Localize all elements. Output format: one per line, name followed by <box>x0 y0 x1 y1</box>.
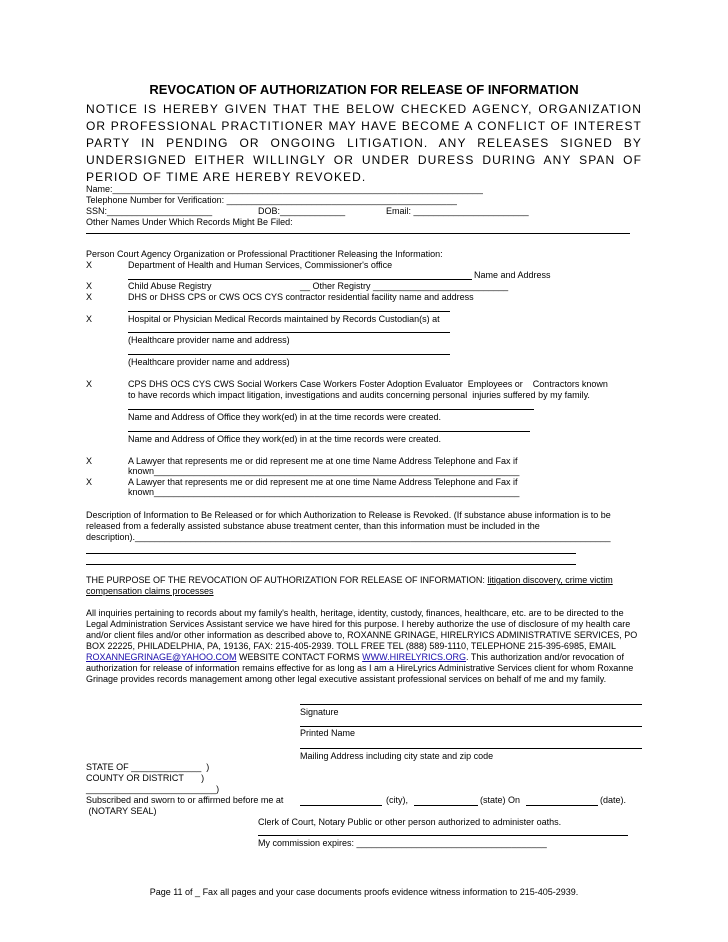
ssn-field[interactable]: SSN:_____________________ <box>86 206 213 216</box>
city-label: (city), <box>386 795 408 805</box>
dhhs-label: Department of Health and Human Services, Commissioner's office <box>128 260 393 270</box>
state-on-label: (state) On <box>480 795 521 805</box>
description-paragraph: Description of Information to Be Released or for which Authorization to Release is Revoked. (If substance abuse information is to be released from a federally assisted substance abuse treatment center, than this information must be included in the description)._______________________________________________________________________________________________ <box>86 510 611 542</box>
date-blank-line[interactable] <box>526 805 598 806</box>
office-label-2: Name and Address of Office they work(ed) in at the time records were created. <box>128 434 441 444</box>
date-label: (date). <box>600 795 627 805</box>
cps-label-line-2: to have records which impact litigation, investigations and audits concerning personal injuries suffered by my family. <box>128 390 590 400</box>
lawyer-known-field-2[interactable]: known_________________________________________________________________________ <box>128 487 520 497</box>
checkbox-mark-child-abuse[interactable]: X <box>86 281 93 291</box>
commission-expires-field[interactable]: My commission expires: ______________________________________ <box>258 838 547 848</box>
state-of-field[interactable]: STATE OF ______________ ) <box>86 762 210 772</box>
healthcare-line-2[interactable] <box>128 354 450 355</box>
telephone-field[interactable]: Telephone Number for Verification: ______________________________________________ <box>86 195 457 205</box>
printed-name-line[interactable] <box>300 726 642 727</box>
name-field[interactable]: Name:__________________________________________________________________________ <box>86 184 483 194</box>
other-names-label: Other Names Under Which Records Might Be Filed: <box>86 217 293 227</box>
lawyer-label-2: A Lawyer that represents me or did represent me at one time Name Address Telephone and Fax if <box>128 477 518 487</box>
checkbox-mark-lawyer-1[interactable]: X <box>86 456 93 466</box>
child-abuse-label: Child Abuse Registry <box>128 281 212 291</box>
notice-paragraph: NOTICE IS HEREBY GIVEN THAT THE BELOW CHECKED AGENCY, ORGANIZATION OR PROFESSIONAL PRACTITIONER MAY HAVE BECOME A CONFLICT OF INTEREST PARTY IN PENDING OR ONGOING LITIGATION. ANY RELEASES SIGNED BY UNDERSIGNED EITHER WILLINGLY OR UNDER DURESS DURING ANY SPAN OF PERIOD OF TIME ARE HEREBY REVOKED. <box>86 102 642 184</box>
purpose-label: THE PURPOSE OF THE REVOCATION OF AUTHORIZATION FOR RELEASE OF INFORMATION: <box>86 575 488 585</box>
document-title: REVOCATION OF AUTHORIZATION FOR RELEASE OF INFORMATION <box>149 82 579 97</box>
inquiries-paragraph <box>86 608 642 685</box>
clerk-label: Clerk of Court, Notary Public or other person authorized to administer oaths. <box>258 817 562 827</box>
checkbox-mark-dhs[interactable]: X <box>86 292 93 302</box>
healthcare-label-1: (Healthcare provider name and address) <box>128 335 290 345</box>
city-blank-line[interactable] <box>414 805 478 806</box>
office-label-1: Name and Address of Office they work(ed) in at the time records were created. <box>128 412 441 422</box>
checkbox-mark-lawyer-2[interactable]: X <box>86 477 93 487</box>
page-footer: Page 11 of _ Fax all pages and your case documents proofs evidence witness information to 215-405-2939. <box>149 887 579 897</box>
checkbox-mark-hospital[interactable]: X <box>86 314 93 324</box>
subscribed-label: Subscribed and sworn to or affirmed before me at <box>86 795 286 805</box>
dob-field[interactable]: DOB:_____________ <box>258 206 346 216</box>
purpose-value: litigation discovery, crime victim compensation claims processes <box>86 575 613 596</box>
signature-line[interactable] <box>300 704 642 705</box>
other-names-line[interactable] <box>86 233 630 234</box>
county-field[interactable]: COUNTY OR DISTRICT ) <box>86 773 205 783</box>
checkbox-mark-dhhs[interactable]: X <box>86 260 93 270</box>
dhs-line[interactable] <box>128 311 450 312</box>
description-line-3[interactable] <box>86 564 576 565</box>
clerk-signature-line[interactable] <box>258 835 628 836</box>
email-link[interactable]: ROXANNEGRINAGE@YAHOO.COM <box>86 652 237 662</box>
office-line-1[interactable] <box>128 409 534 410</box>
hospital-label: Hospital or Physician Medical Records maintained by Records Custodian(s) at <box>128 314 440 324</box>
printed-name-label: Printed Name <box>300 728 356 738</box>
email-field[interactable]: Email: _______________________ <box>386 206 529 216</box>
cps-label-line-1: CPS DHS OCS CYS CWS Social Workers Case Workers Foster Adoption Evaluator Employees or Contractors known <box>128 379 608 389</box>
signature-label: Signature <box>300 707 339 717</box>
mailing-address-line[interactable] <box>300 748 642 749</box>
office-line-2[interactable] <box>128 431 530 432</box>
purpose-paragraph <box>86 575 642 597</box>
place-blank-line[interactable] <box>300 805 382 806</box>
checkbox-mark-cps[interactable]: X <box>86 379 93 389</box>
inquiries-text-after: . This authorization and/or revocation of authorization for release of information remains effective for as long as I am a HireLyrics Administrative Services client for whom Roxanne Grinage provides records management among other legal executive assistant professional services on behalf of me and my family. <box>86 652 634 684</box>
lawyer-label-1: A Lawyer that represents me or did represent me at one time Name Address Telephone and Fax if <box>128 456 518 466</box>
name-address-label: Name and Address <box>474 270 551 280</box>
notary-seal-label: (NOTARY SEAL) <box>86 806 157 816</box>
releasing-heading: Person Court Agency Organization or Professional Practitioner Releasing the Information: <box>86 249 443 259</box>
other-registry-field[interactable]: __ Other Registry ___________________________ <box>300 281 509 291</box>
inquiries-text-before: All inquiries pertaining to records about my family's health, heritage, identity, custody, finances, healthcare, etc. are to be directed to the Legal Administration Services Assistant service we have hired for this purpose. I hereby authorize the use of disclosure of my health care and/or client files and/or other information as described above to, ROXANNE GRINAGE, HIRELRYICS ADMINISTRATIVE SERVICES, PO BOX 22225, PHILADELPHIA, PA, 19136, FAX: 215-405-2939. TOLL FREE TEL (888) 589-1110, TELEPHONE 215-395-6985, EMAIL <box>86 608 638 651</box>
healthcare-line-1[interactable] <box>128 332 450 333</box>
county-blank-field[interactable]: __________________________) <box>86 784 220 794</box>
healthcare-label-2: (Healthcare provider name and address) <box>128 357 290 367</box>
description-line-2[interactable] <box>86 553 576 554</box>
inquiries-text-middle: WEBSITE CONTACT FORMS <box>236 652 363 662</box>
dhs-label: DHS or DHSS CPS or CWS OCS CYS contractor residential facility name and address <box>128 292 474 302</box>
lawyer-known-field-1[interactable]: known_________________________________________________________________________ <box>128 466 520 476</box>
dhhs-line[interactable] <box>128 279 472 280</box>
website-link[interactable]: WWW.HIRELYRICS.ORG <box>362 652 467 662</box>
mailing-address-label: Mailing Address including city state and zip code <box>300 751 494 761</box>
